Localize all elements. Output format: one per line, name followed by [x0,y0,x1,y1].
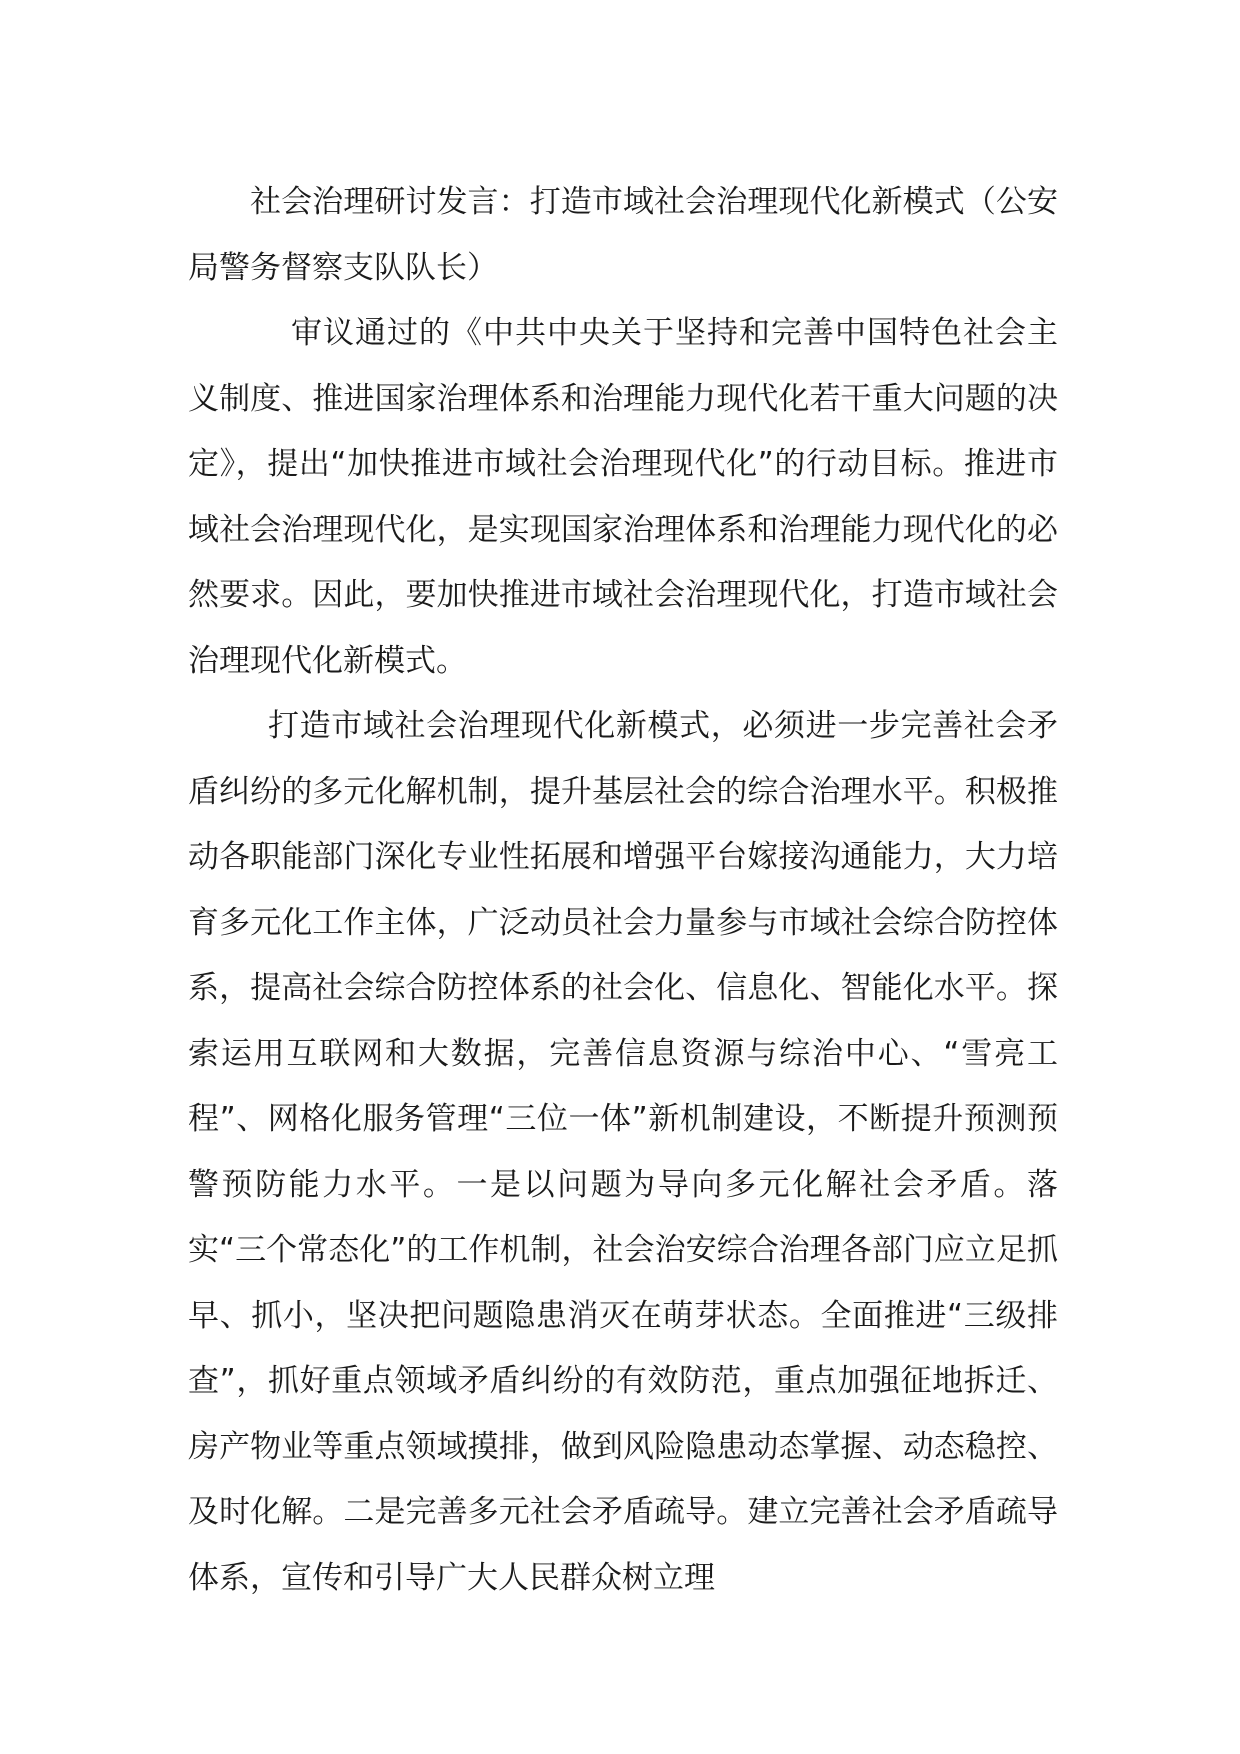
paragraph-2: 打造市域社会治理现代化新模式，必须进一步完善社会矛盾纠纷的多元化解机制，提升基层社会的综合治理水平。积极推动各职能部门深化专业性拓展和增强平台嫁接沟通能力，大力培育多元化工作主体，广泛动员社会力量参与市域社会综合防控体系，提高社会综合防控体系的社会化、信息化、智能化水平。探索运用互联网和大数据，完善信息资源与综治中心、“雪亮工程”、网格化服务管理“三位一体”新机制建设，不断提升预测预警预防能力水平。一是以问题为导向多元化解社会矛盾。落实“三个常态化”的工作机制，社会治安综合治理各部门应立足抓早、抓小，坚决把问题隐患消灭在萌芽状态。全面推进“三级排查”，抓好重点领域矛盾纠纷的有效防范，重点加强征地拆迁、房产物业等重点领域摸排，做到风险隐患动态掌握、动态稳控、及时化解。二是完善多元社会矛盾疏导。建立完善社会矛盾疏导体系，宣传和引导广大人民群众树立理 [188,708,1058,1596]
document-title: 社会治理研讨发言：打造市域社会治理现代化新模式（公安局警务督察支队队长） [188,184,1058,286]
document-body [188,170,1058,1611]
paragraph-1: 审议通过的《中共中央关于坚持和完善中国特色社会主义制度、推进国家治理体系和治理能力现代化若干重大问题的决定》，提出“加快推进市域社会治理现代化”的行动目标。推进市域社会治理现代化，是实现国家治理体系和治理能力现代化的必然要求。因此，要加快推进市域社会治理现代化，打造市域社会治理现代化新模式。 [188,315,1058,679]
